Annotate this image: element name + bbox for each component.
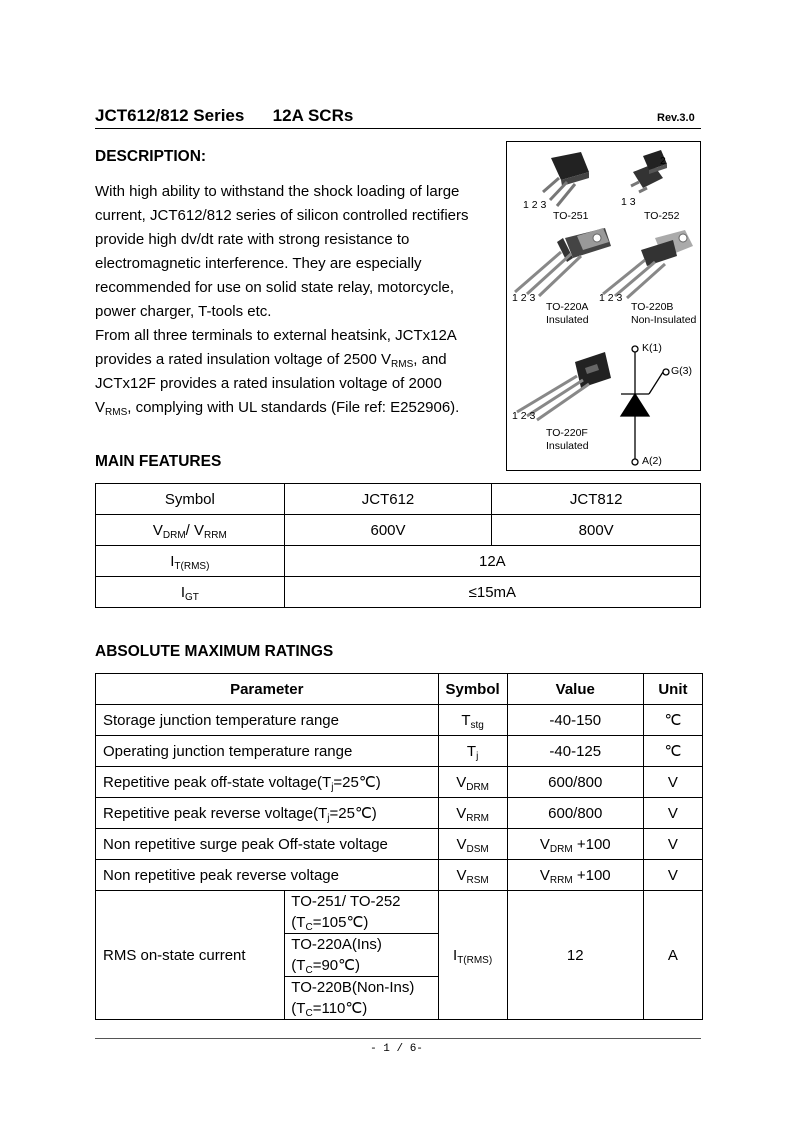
to251-pin-numbers: 1 2 3 <box>523 199 547 211</box>
main-features-table <box>95 483 701 608</box>
to220a-insulated-label: Insulated <box>546 314 589 326</box>
table-cell: TO-251/ TO-252 $(T_C=105℃)$ <box>285 891 438 934</box>
to252-pin-numbers: 1 3 <box>621 196 636 208</box>
table-cell: $V_{DRM}/$ $V_{RRM}$ <box>96 515 285 546</box>
table-cell: ℃ <box>643 736 702 767</box>
table-cell: Non repetitive peak reverse voltage <box>96 860 439 891</box>
table-row <box>96 891 703 934</box>
to220b-package-icon <box>603 230 693 298</box>
description-line: JCTx12F provides a rated insulation voltage of 2000 <box>95 375 442 392</box>
table-cell: $T_j$ <box>438 736 507 767</box>
table-cell: ≤15mA <box>284 577 700 608</box>
to220f-label: TO-220F <box>546 427 588 439</box>
main-features-heading: MAIN FEATURES <box>95 453 222 470</box>
table-cell: 800V <box>492 515 701 546</box>
document-title: JCT612/812 Series 12A SCRs <box>95 106 354 125</box>
table-row <box>96 674 703 705</box>
to252-label: TO-252 <box>644 210 680 222</box>
table-cell: 600/800 <box>507 767 643 798</box>
table-row <box>96 515 701 546</box>
revision-label: Rev.3.0 <box>657 112 695 124</box>
to220b-pin-numbers: 1 2 3 <box>599 292 623 304</box>
pin-k-label: K(1) <box>642 342 662 354</box>
table-row <box>96 767 703 798</box>
description-line: current, JCT612/812 series of silicon controlled rectifiers <box>95 207 469 224</box>
table-header-cell: Symbol <box>438 674 507 705</box>
table-cell: Repetitive peak off-state $voltage(T_j=25℃)$ <box>96 767 439 798</box>
table-cell: A <box>643 891 702 1020</box>
description-line: provide high dv/dt rate with strong resistance to <box>95 231 410 248</box>
to251-package-icon <box>543 152 589 206</box>
table-cell: -40-125 <box>507 736 643 767</box>
table-cell: $V_{RSM}$ <box>438 860 507 891</box>
table-cell: TO-220A(Ins) $(T_C=90℃)$ <box>285 934 438 977</box>
description-line: $V_{RMS}$, complying with UL standards (File ref: E252906). <box>95 399 460 418</box>
ratings-table <box>95 673 703 1020</box>
description-line: provides a rated insulation voltage of 2500 $V_{RMS}$, and <box>95 351 447 370</box>
table-row <box>96 798 703 829</box>
pin-g-label: G(3) <box>671 365 692 377</box>
table-cell: $V_{RRM} +100$ <box>507 860 643 891</box>
table-cell: $V_{RRM}$ <box>438 798 507 829</box>
table-cell: $I_{T(RMS)}$ <box>96 546 285 577</box>
table-cell: $I_{GT}$ <box>96 577 285 608</box>
table-cell: $V_{DRM} +100$ <box>507 829 643 860</box>
to252-pin-top: 2 <box>660 155 666 167</box>
table-cell: V <box>643 798 702 829</box>
table-row <box>96 736 703 767</box>
description-line: electromagnetic interference. They are especially <box>95 255 422 272</box>
to220a-label: TO-220A <box>546 301 589 313</box>
description-line: From all three terminals to external heatsink, JCTx12A <box>95 327 457 344</box>
to220b-label: TO-220B <box>631 301 674 313</box>
table-row <box>96 546 701 577</box>
table-cell: Repetitive peak reverse $voltage(T_j=25℃)$ <box>96 798 439 829</box>
table-cell: V <box>643 767 702 798</box>
description-line: recommended for use on solid state relay, motorcycle, <box>95 279 455 296</box>
table-row <box>96 860 703 891</box>
table-cell: 600V <box>284 515 492 546</box>
table-cell: $I_{T(RMS)}$ <box>438 891 507 1020</box>
to220a-pin-numbers: 1 2 3 <box>512 292 536 304</box>
header-rule <box>95 128 701 129</box>
description-heading: DESCRIPTION: <box>95 148 207 165</box>
table-cell: -40-150 <box>507 705 643 736</box>
table-cell: $V_{DSM}$ <box>438 829 507 860</box>
table-cell: ℃ <box>643 705 702 736</box>
table-cell: TO-220B(Non-Ins) $(T_C=110℃)$ <box>285 977 438 1020</box>
table-cell: 600/800 <box>507 798 643 829</box>
table-cell: 12A <box>284 546 700 577</box>
table-row <box>96 484 701 515</box>
table-cell: 12 <box>507 891 643 1020</box>
table-cell: Storage junction temperature range <box>96 705 439 736</box>
scr-schematic-symbol <box>621 346 669 465</box>
table-header-cell: Value <box>507 674 643 705</box>
table-cell: $T_{stg}$ <box>438 705 507 736</box>
to220f-pin-numbers: 1 2 3 <box>512 410 536 422</box>
table-row <box>96 705 703 736</box>
table-cell: $V_{DRM}$ <box>438 767 507 798</box>
table-header-cell: Unit <box>643 674 702 705</box>
description-line: power charger, T-tools etc. <box>95 303 272 320</box>
table-header-cell: JCT812 <box>492 484 701 515</box>
table-row <box>96 577 701 608</box>
to220f-insulated-label: Insulated <box>546 440 589 452</box>
to251-label: TO-251 <box>553 210 589 222</box>
table-cell: RMS on-state current <box>96 891 285 1020</box>
package-figure <box>506 141 701 471</box>
table-cell: Operating junction temperature range <box>96 736 439 767</box>
pin-a-label: A(2) <box>642 455 662 467</box>
description-text <box>95 180 500 420</box>
table-header-cell: JCT612 <box>284 484 492 515</box>
table-cell: Non repetitive surge peak Off-state voltage <box>96 829 439 860</box>
page-number: - 1 / 6- <box>370 1043 423 1055</box>
table-cell: V <box>643 860 702 891</box>
ratings-heading: ABSOLUTE MAXIMUM RATINGS <box>95 643 334 660</box>
table-header-cell: Symbol <box>96 484 285 515</box>
footer-rule <box>95 1038 701 1039</box>
table-row <box>96 829 703 860</box>
description-line: With high ability to withstand the shock loading of large <box>95 183 460 200</box>
table-header-cell: Parameter <box>96 674 439 705</box>
to220b-noninsulated-label: Non-Insulated <box>631 314 697 326</box>
table-cell: V <box>643 829 702 860</box>
